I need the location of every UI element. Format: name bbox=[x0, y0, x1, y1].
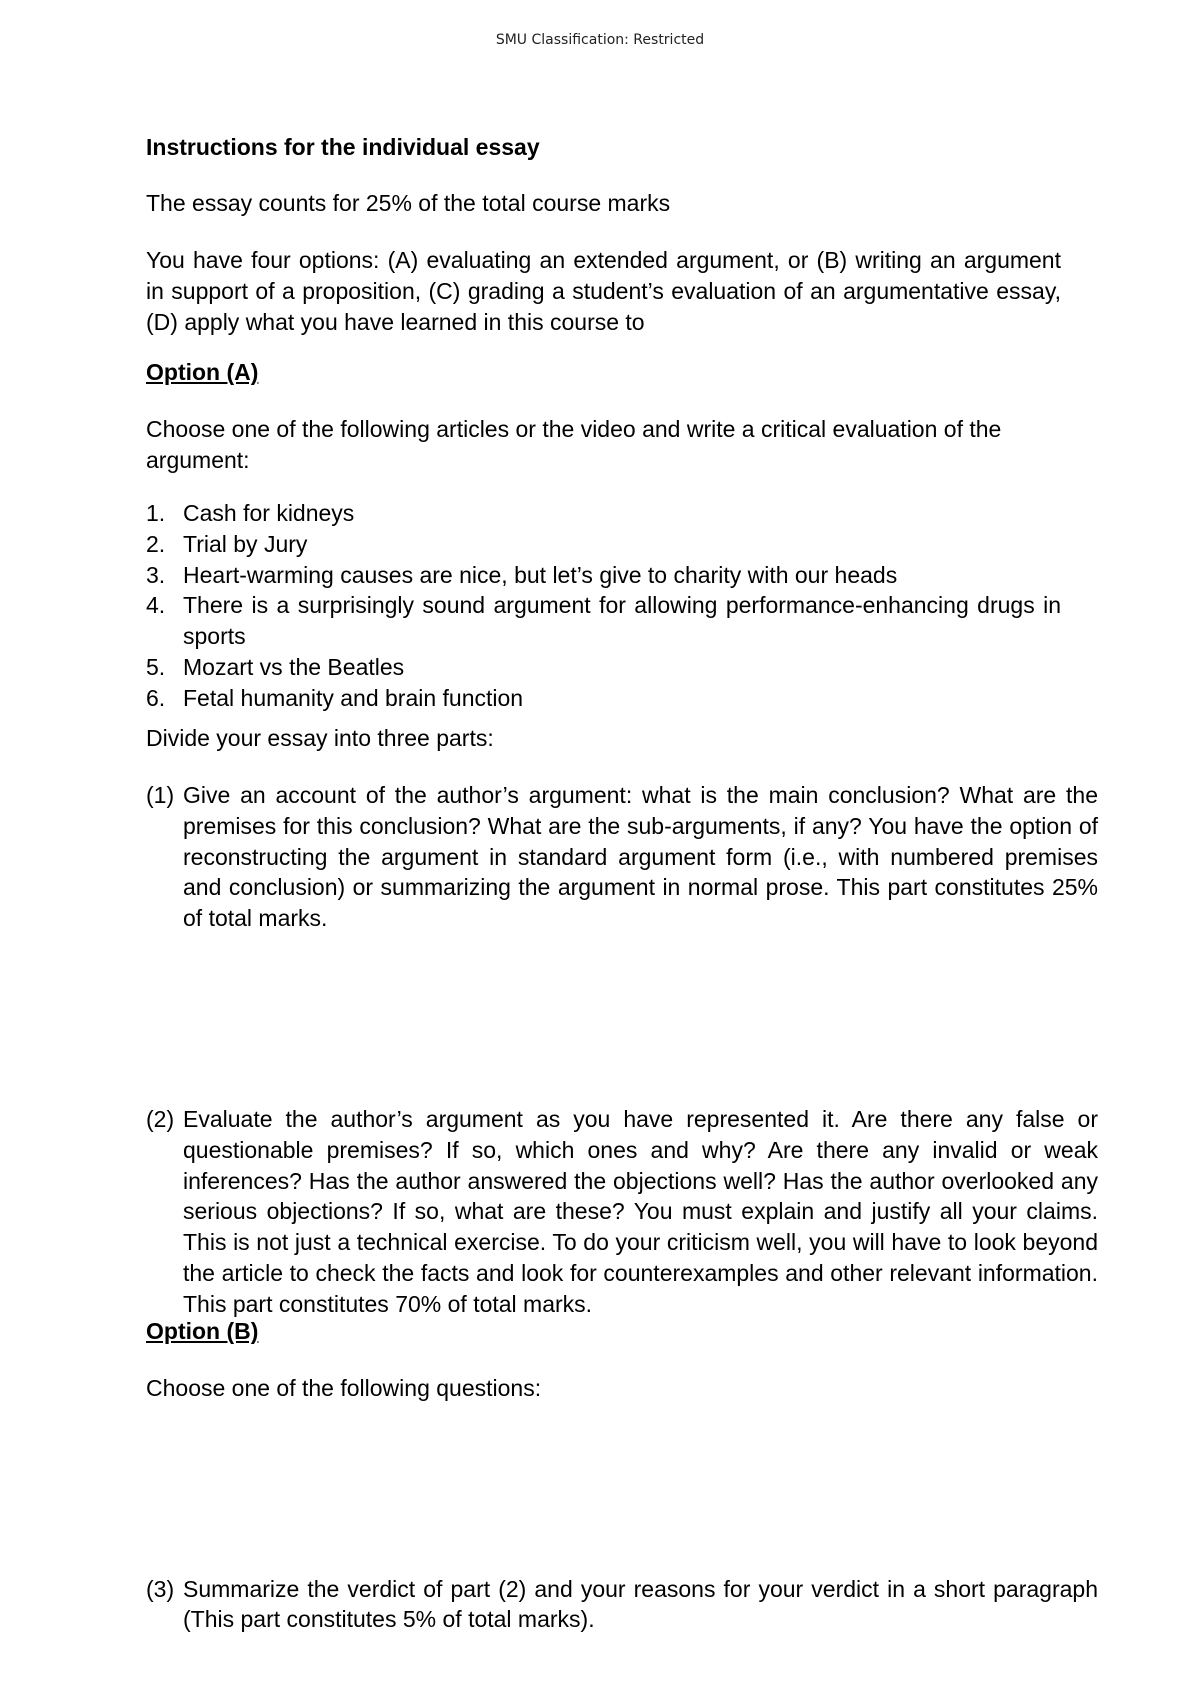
article-item bbox=[146, 529, 1061, 560]
part-text: Summarize the verdict of part (2) and your reasons for your verdict in a short paragraph (This part constitutes 5% of total marks). bbox=[183, 1575, 1098, 1633]
essay-part-3 bbox=[146, 1574, 1098, 1636]
divide-intro: Divide your essay into three parts: bbox=[146, 725, 494, 751]
article-title: Heart-warming causes are nice, but let’s give to charity with our heads bbox=[183, 561, 898, 588]
option-a-instruction: Choose one of the following articles or the video and write a critical evaluation of the argument: bbox=[146, 416, 1002, 473]
part-number: (3) bbox=[146, 1575, 175, 1602]
part-text: Give an account of the author’s argument: what is the main conclusion? What are the premises for this conclusion? What are the sub-arguments, if any? You have the option of reconstructing the argument in standard argument form (i.e., with numbered premises and conclusion) or summarizing the argument in normal prose. This part constitutes 25% of total marks. bbox=[183, 782, 1098, 932]
part-number: (2) bbox=[146, 1105, 175, 1132]
article-title: Trial by Jury bbox=[183, 530, 308, 557]
article-title: Fetal humanity and brain function bbox=[183, 684, 524, 711]
option-b-instruction: Choose one of the following questions: bbox=[146, 1375, 542, 1401]
document-title: Instructions for the individual essay bbox=[146, 134, 540, 160]
article-title: There is a surprisingly sound argument for allowing performance-enhancing drugs in sports bbox=[183, 592, 1061, 650]
essay-part-1 bbox=[146, 780, 1098, 934]
article-item bbox=[146, 683, 1061, 714]
option-a-heading: Option (A) bbox=[146, 359, 259, 385]
weight-note: The essay counts for 25% of the total course marks bbox=[146, 190, 671, 216]
article-number: 1. bbox=[146, 500, 166, 526]
article-title: Mozart vs the Beatles bbox=[183, 653, 405, 680]
part-number: (1) bbox=[146, 782, 175, 808]
article-item bbox=[146, 560, 1061, 591]
article-number: 6. bbox=[146, 684, 166, 711]
article-title: Cash for kidneys bbox=[183, 500, 355, 526]
essay-part-2 bbox=[146, 1104, 1098, 1320]
options-intro: You have four options: (A) evaluating an extended argument, or (B) writing an argument in support of a proposition, (C) grading a student’s evaluation of an argumentative essay, (D) apply what you have learned in this course to bbox=[146, 247, 1061, 335]
article-item bbox=[146, 652, 1061, 683]
article-number: 2. bbox=[146, 530, 166, 557]
article-number: 3. bbox=[146, 561, 166, 588]
classification-header: SMU Classification: Restricted bbox=[495, 32, 705, 48]
part-text: Evaluate the author’s argument as you have represented it. Are there any false or questionable premises? If so, which ones and why? Are there any invalid or weak inferences? Has the author answered the objections well? Has the author overlooked any serious objections? If so, what are these? You must explain and justify all your claims. This is not just a technical exercise. To do your criticism well, you will have to look beyond the article to check the facts and look for counterexamples and other relevant information. This part constitutes 70% of total marks. bbox=[183, 1105, 1098, 1317]
article-number: 5. bbox=[146, 653, 166, 680]
article-list bbox=[146, 498, 1061, 714]
article-item bbox=[146, 498, 1061, 529]
article-item bbox=[146, 590, 1061, 652]
option-b-heading: Option (B) bbox=[146, 1318, 259, 1344]
article-number: 4. bbox=[146, 592, 166, 619]
